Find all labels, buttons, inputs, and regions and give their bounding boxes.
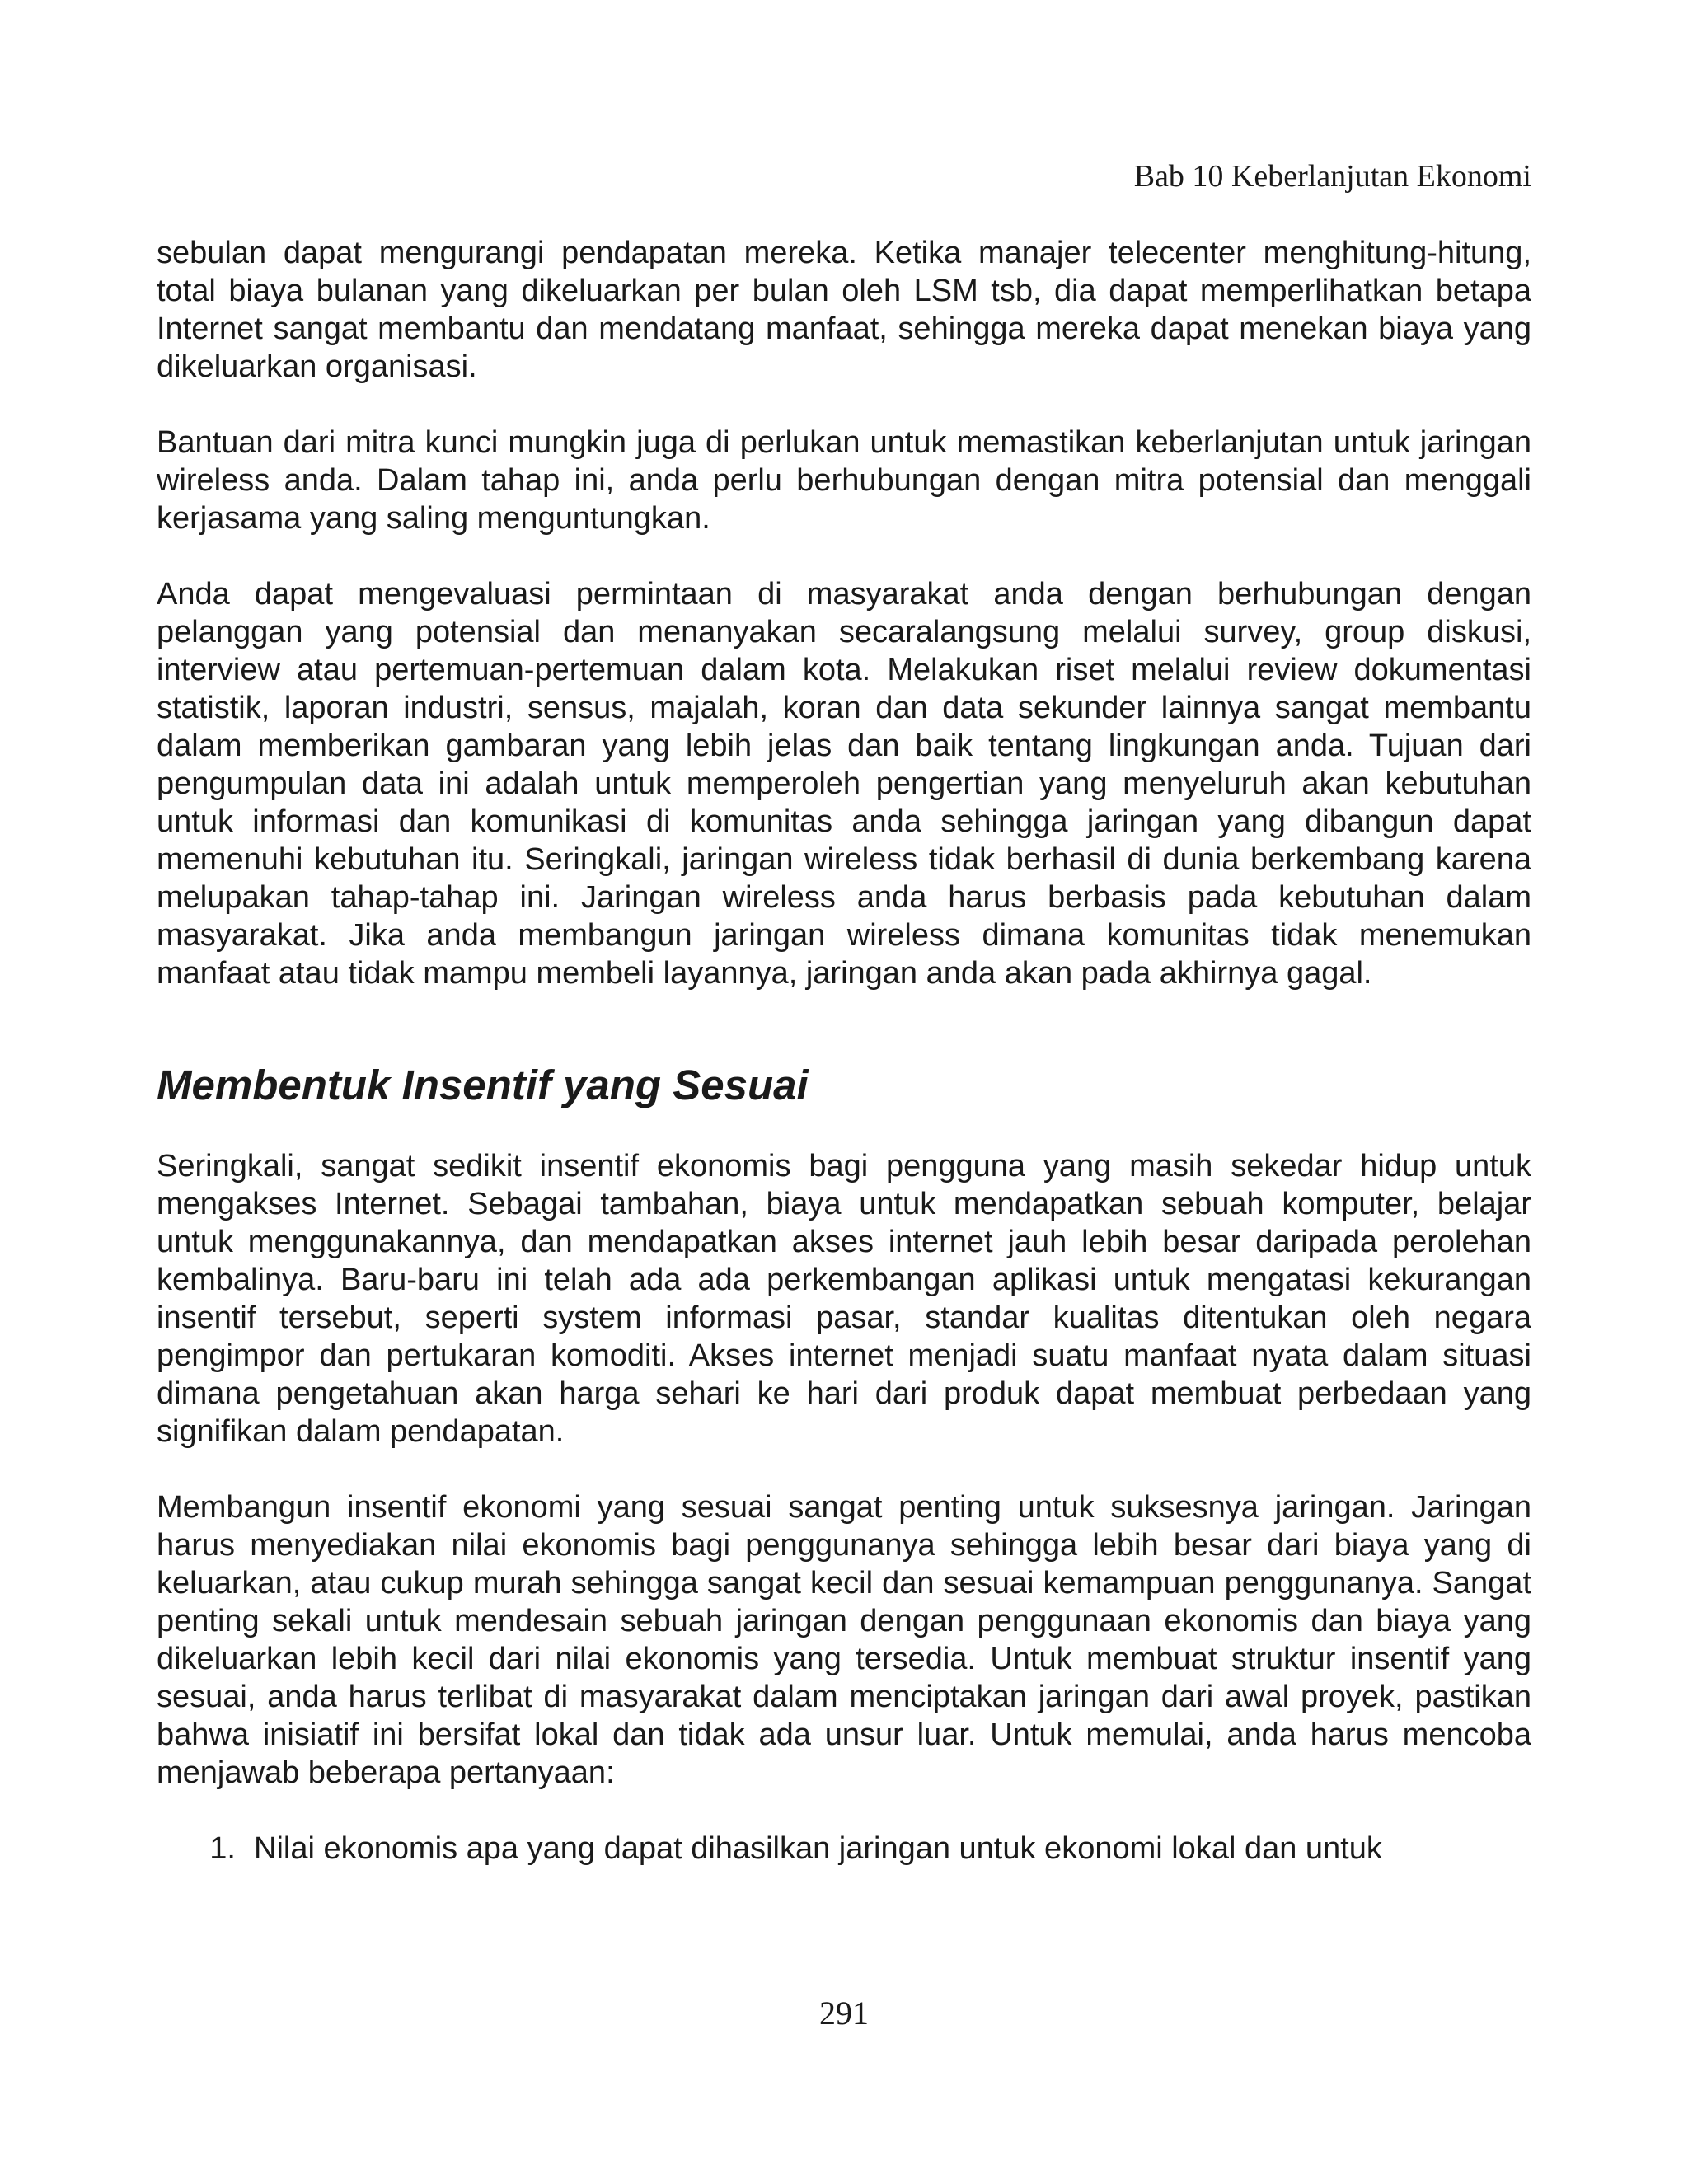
body-paragraph: Bantuan dari mitra kunci mungkin juga di perlukan untuk memastikan keberlanjutan untuk jaringan wireless anda. Dalam tahap ini, anda perlu berhubungan dengan mitra potensial dan menggali kerjasama yang saling menguntungkan.	[157, 425, 1531, 536]
question-list	[157, 1830, 1531, 1868]
body-paragraph: Anda dapat mengevaluasi permintaan di masyarakat anda dengan berhubungan dengan pelanggan yang potensial dan menanyakan secaralangsung melalui survey, group diskusi, interview atau pertemuan-pertemuan dalam kota. Melakukan riset melalui review dokumentasi statistik, laporan industri, sensus, majalah, koran dan data sekunder lainnya sangat membantu dalam memberikan gambaran yang lebih jelas dan baik tentang lingkungan anda. Tujuan dari pengumpulan data ini adalah untuk memperoleh pengertian yang menyeluruh akan kebutuhan untuk informasi dan komunikasi di komunitas anda sehingga jaringan yang dibangun dapat memenuhi kebutuhan itu. Seringkali, jaringan wireless tidak berhasil di dunia berkembang karena melupakan tahap-tahap ini. Jaringan wireless anda harus berbasis pada kebutuhan dalam masyarakat. Jika anda membangun jaringan wireless dimana komunitas tidak menemukan manfaat atau tidak mampu membeli layannya, jaringan anda akan pada akhirnya gagal.	[157, 577, 1531, 991]
list-item	[157, 1830, 1531, 1868]
body-paragraph: sebulan dapat mengurangi pendapatan mereka. Ketika manajer telecenter menghitung-hitung, total biaya bulanan yang dikeluarkan per bulan oleh LSM tsb, dia dapat memperlihatkan betapa Internet sangat membantu dan mendatang manfaat, sehingga mereka dapat menekan biaya yang dikeluarkan organisasi.	[157, 236, 1531, 384]
page-body	[157, 234, 1531, 1868]
list-item-text: Nilai ekonomis apa yang dapat dihasilkan jaringan untuk ekonomi lokal dan untuk	[254, 1831, 1382, 1866]
running-header: Bab 10 Keberlanjutan Ekonomi	[1133, 159, 1531, 194]
body-paragraph: Membangun insentif ekonomi yang sesuai sangat penting untuk suksesnya jaringan. Jaringan harus menyediakan nilai ekonomis bagi penggunanya sehingga lebih besar dari biaya yang di keluarkan, atau cukup murah sehingga sangat kecil dan sesuai kemampuan penggunanya. Sangat penting sekali untuk mendesain sebuah jaringan dengan penggunaan ekonomis dan biaya yang dikeluarkan lebih kecil dari nilai ekonomis yang tersedia. Untuk membuat struktur insentif yang sesuai, anda harus terlibat di masyarakat dalam menciptakan jaringan dari awal proyek, pastikan bahwa inisiatif ini bersifat lokal dan tidak ada unsur luar. Untuk memulai, anda harus mencoba menjawab beberapa pertanyaan:	[157, 1490, 1531, 1790]
page-number: 291	[819, 1994, 869, 2032]
body-paragraph: Seringkali, sangat sedikit insentif ekonomis bagi pengguna yang masih sekedar hidup untuk mengakses Internet. Sebagai tambahan, biaya untuk mendapatkan sebuah komputer, belajar untuk menggunakannya, dan mendapatkan akses internet jauh lebih besar daripada perolehan kembalinya. Baru-baru ini telah ada ada perkembangan aplikasi untuk mengatasi kekurangan insentif tersebut, seperti system informasi pasar, standar kualitas ditentukan oleh negara pengimpor dan pertukaran komoditi. Akses internet menjadi suatu manfaat nyata dalam situasi dimana pengetahuan akan harga sehari ke hari dari produk dapat membuat perbedaan yang signifikan dalam pendapatan.	[157, 1149, 1531, 1449]
list-item-number: 1.	[209, 1831, 236, 1866]
section-heading: Membentuk Insentif yang Sesuai	[157, 1062, 809, 1108]
